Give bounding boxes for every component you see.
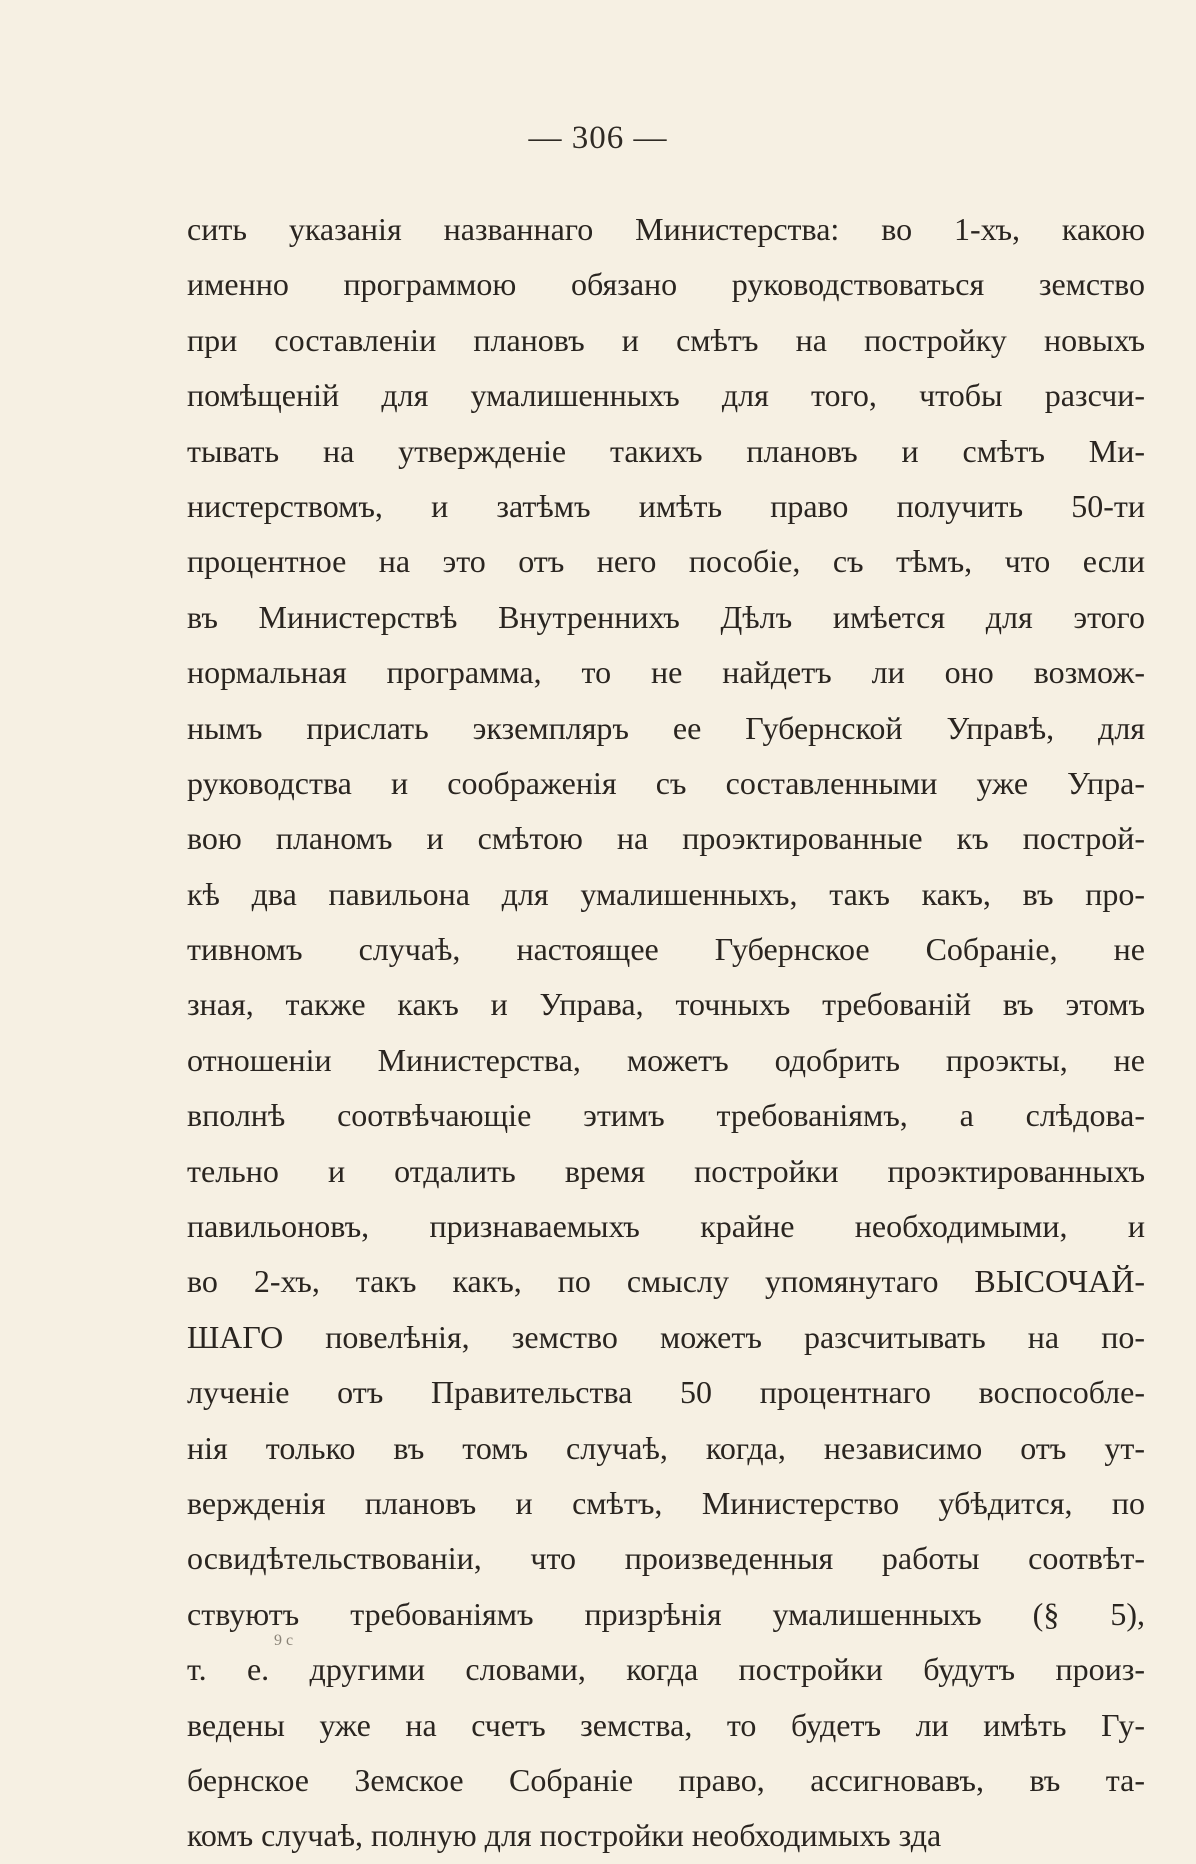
text-line: лученіе отъ Правительства 50 процентнаго воспособле- (187, 1374, 1145, 1411)
text-line: нистерствомъ, и затѣмъ имѣть право получить 50-ти (187, 487, 1145, 524)
text-line: тывать на утвержденіе такихъ плановъ и смѣтъ Ми- (187, 432, 1145, 469)
text-line: ШАГО повелѣнія, земство можетъ разсчитывать на по- (187, 1318, 1145, 1355)
text-line: отношеніи Министерства, можетъ одобрить проэкты, не (187, 1041, 1145, 1078)
text-line: освидѣтельствованіи, что произведенныя работы соотвѣт- (187, 1540, 1145, 1577)
text-line: вою планомъ и смѣтою на проэктированные къ построй- (187, 820, 1145, 857)
text-line: вержденія плановъ и смѣтъ, Министерство убѣдится, по (187, 1484, 1145, 1521)
signature-mark: 9 с (274, 1632, 294, 1649)
text-line: ведены уже на счетъ земства, то будетъ ли имѣть Гу- (187, 1706, 1145, 1743)
text-line: комъ случаѣ, полную для постройки необходимыхъ зда (187, 1817, 942, 1854)
text-line: руководства и соображенія съ составленными уже Упра- (187, 764, 1145, 801)
text-line: павильоновъ, признаваемыхъ крайне необходимыми, и (187, 1208, 1145, 1245)
text-line: бернское Земское Собраніе право, ассигновавъ, въ та- (187, 1761, 1145, 1798)
text-line: кѣ два павильона для умалишенныхъ, такъ какъ, въ про- (187, 875, 1145, 912)
text-line: тивномъ случаѣ, настоящее Губернское Собраніе, не (187, 931, 1145, 968)
text-line: зная, также какъ и Управа, точныхъ требованій въ этомъ (187, 986, 1145, 1023)
text-line: нымъ прислать экземпляръ ее Губернской Управѣ, для (187, 709, 1145, 746)
body-text (187, 202, 1145, 1864)
text-line: нія только въ томъ случаѣ, когда, независимо отъ ут- (187, 1429, 1145, 1466)
text-line: при составленіи плановъ и смѣтъ на постройку новыхъ (187, 321, 1145, 358)
text-line: во 2-хъ, такъ какъ, по смыслу упомянутаго ВЫСОЧАЙ- (187, 1263, 1145, 1300)
text-line: именно программою обязано руководствоваться земство (187, 266, 1145, 303)
text-line: въ Министерствѣ Внутреннихъ Дѣлъ имѣется для этого (187, 598, 1145, 635)
text-line: сить указанія названнаго Министерства: во 1-хъ, какою (187, 211, 1145, 247)
text-line: т. е. другими словами, когда постройки будутъ произ- (187, 1651, 1145, 1688)
text-line: нормальная программа, то не найдетъ ли оно возмож- (187, 654, 1145, 691)
text-line: ствуютъ требованіямъ призрѣнія умалишенныхъ (§ 5), (187, 1595, 1145, 1632)
text-line: процентное на это отъ него пособіе, съ тѣмъ, что если (187, 543, 1145, 580)
text-line: помѣщеній для умалишенныхъ для того, чтобы разсчи- (187, 377, 1145, 414)
text-line: тельно и отдалить время постройки проэктированныхъ (187, 1152, 1145, 1189)
page-number: — 306 — (528, 120, 668, 156)
text-line: вполнѣ соотвѣчающіе этимъ требованіямъ, а слѣдова- (187, 1097, 1145, 1134)
